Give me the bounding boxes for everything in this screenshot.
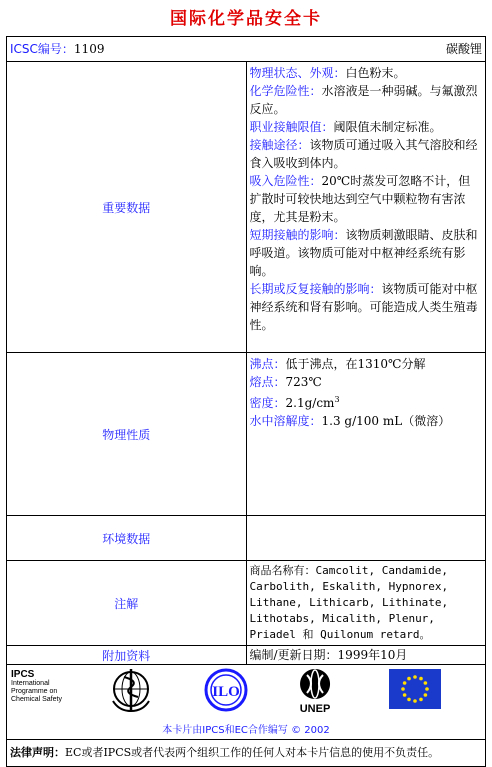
physical-item: 熔点：723℃ — [249, 375, 322, 389]
icsc-card-table — [6, 36, 486, 767]
who-logo-icon — [109, 667, 153, 713]
card-title: 国际化学品安全卡 — [170, 9, 322, 29]
env-data-cell — [246, 516, 486, 561]
physical-props-cell — [246, 353, 486, 516]
ilo-logo-icon — [203, 667, 249, 713]
legal-row — [7, 740, 486, 767]
ipcs-logo: IPCS International Programme on Chemical Safety — [11, 669, 62, 703]
legal-label: 法律声明： — [10, 746, 65, 759]
icsc-id-label: ICSC编号： — [10, 42, 74, 56]
eu-star-icon — [403, 681, 407, 685]
eu-flag-icon — [389, 669, 441, 709]
env-data-label: 环境数据 — [7, 516, 247, 561]
important-item: 化学危险性：水溶液是一种弱碱。与氟激烈反应。 — [249, 84, 478, 116]
unep-globe-icon — [295, 667, 335, 701]
eu-star-icon — [419, 677, 423, 681]
physical-item: 密度：$2.1g/cm^3$ — [249, 395, 340, 410]
physical-props-label: 物理性质 — [7, 353, 247, 516]
footer-logos — [7, 665, 486, 740]
eu-star-icon — [424, 681, 428, 685]
notes-label: 注解 — [7, 561, 247, 646]
eu-star-icon — [424, 693, 428, 697]
important-item: 职业接触限值：阈限值未制定标准。 — [249, 120, 442, 134]
eu-star-icon — [413, 675, 417, 679]
svg-text:ILO: ILO — [212, 684, 240, 700]
extra-info-label: 附加资料 — [7, 646, 247, 665]
eu-star-icon — [401, 687, 405, 691]
notes-cell: 商品名称有：Camcolit, Candamide, Carbolith, Eskalith, Hypnorex, Lithane, Lithicarb, Lithinate, Lithotabs, Micalith, Plenur, Priadel 和 Quilonum retard。 — [246, 561, 486, 646]
icsc-id-value: 1109 — [73, 42, 105, 56]
important-item: 短期接触的影响：该物质刺激眼睛、皮肤和呼吸道。该物质可能对中枢神经系统有影响。 — [249, 228, 478, 278]
eu-star-icon — [419, 698, 423, 702]
important-data-cell — [246, 62, 486, 353]
credit-line: 本卡片由IPCS和EC合作编写 © 2002 — [162, 725, 330, 736]
physical-item: 水中溶解度：1.3 g/100 mL（微溶） — [249, 414, 451, 428]
important-item: 接触途径：该物质可通过吸入其气溶胶和经食入吸收到体内。 — [249, 138, 478, 170]
eu-star-icon — [407, 698, 411, 702]
important-item: 吸入危险性：20℃时蒸发可忽略不计，但扩散时可较快地达到空气中颗粒物有害浓度，尤其是粉末。 — [249, 174, 471, 224]
eu-star-icon — [425, 687, 429, 691]
physical-item: 沸点：低于沸点，在1310℃分解 — [249, 357, 426, 371]
important-data-label: 重要数据 — [7, 62, 247, 353]
eu-star-icon — [403, 693, 407, 697]
chemical-name: 碳酸锂 — [445, 42, 482, 56]
eu-star-icon — [407, 677, 411, 681]
unep-logo: UNEP — [295, 667, 335, 715]
extra-info-cell: 编制/更新日期：1999年10月 — [246, 646, 486, 665]
important-item: 长期或反复接触的影响：该物质可能对中枢神经系统和肾有影响。可能造成人类生殖毒性。 — [249, 282, 478, 332]
header-row — [7, 37, 486, 62]
important-item: 物理状态、外观：白色粉末。 — [249, 66, 406, 80]
legal-text: EC或者IPCS或者代表两个组织工作的任何人对本卡片信息的使用不负责任。 — [65, 746, 440, 759]
eu-star-icon — [413, 699, 417, 703]
